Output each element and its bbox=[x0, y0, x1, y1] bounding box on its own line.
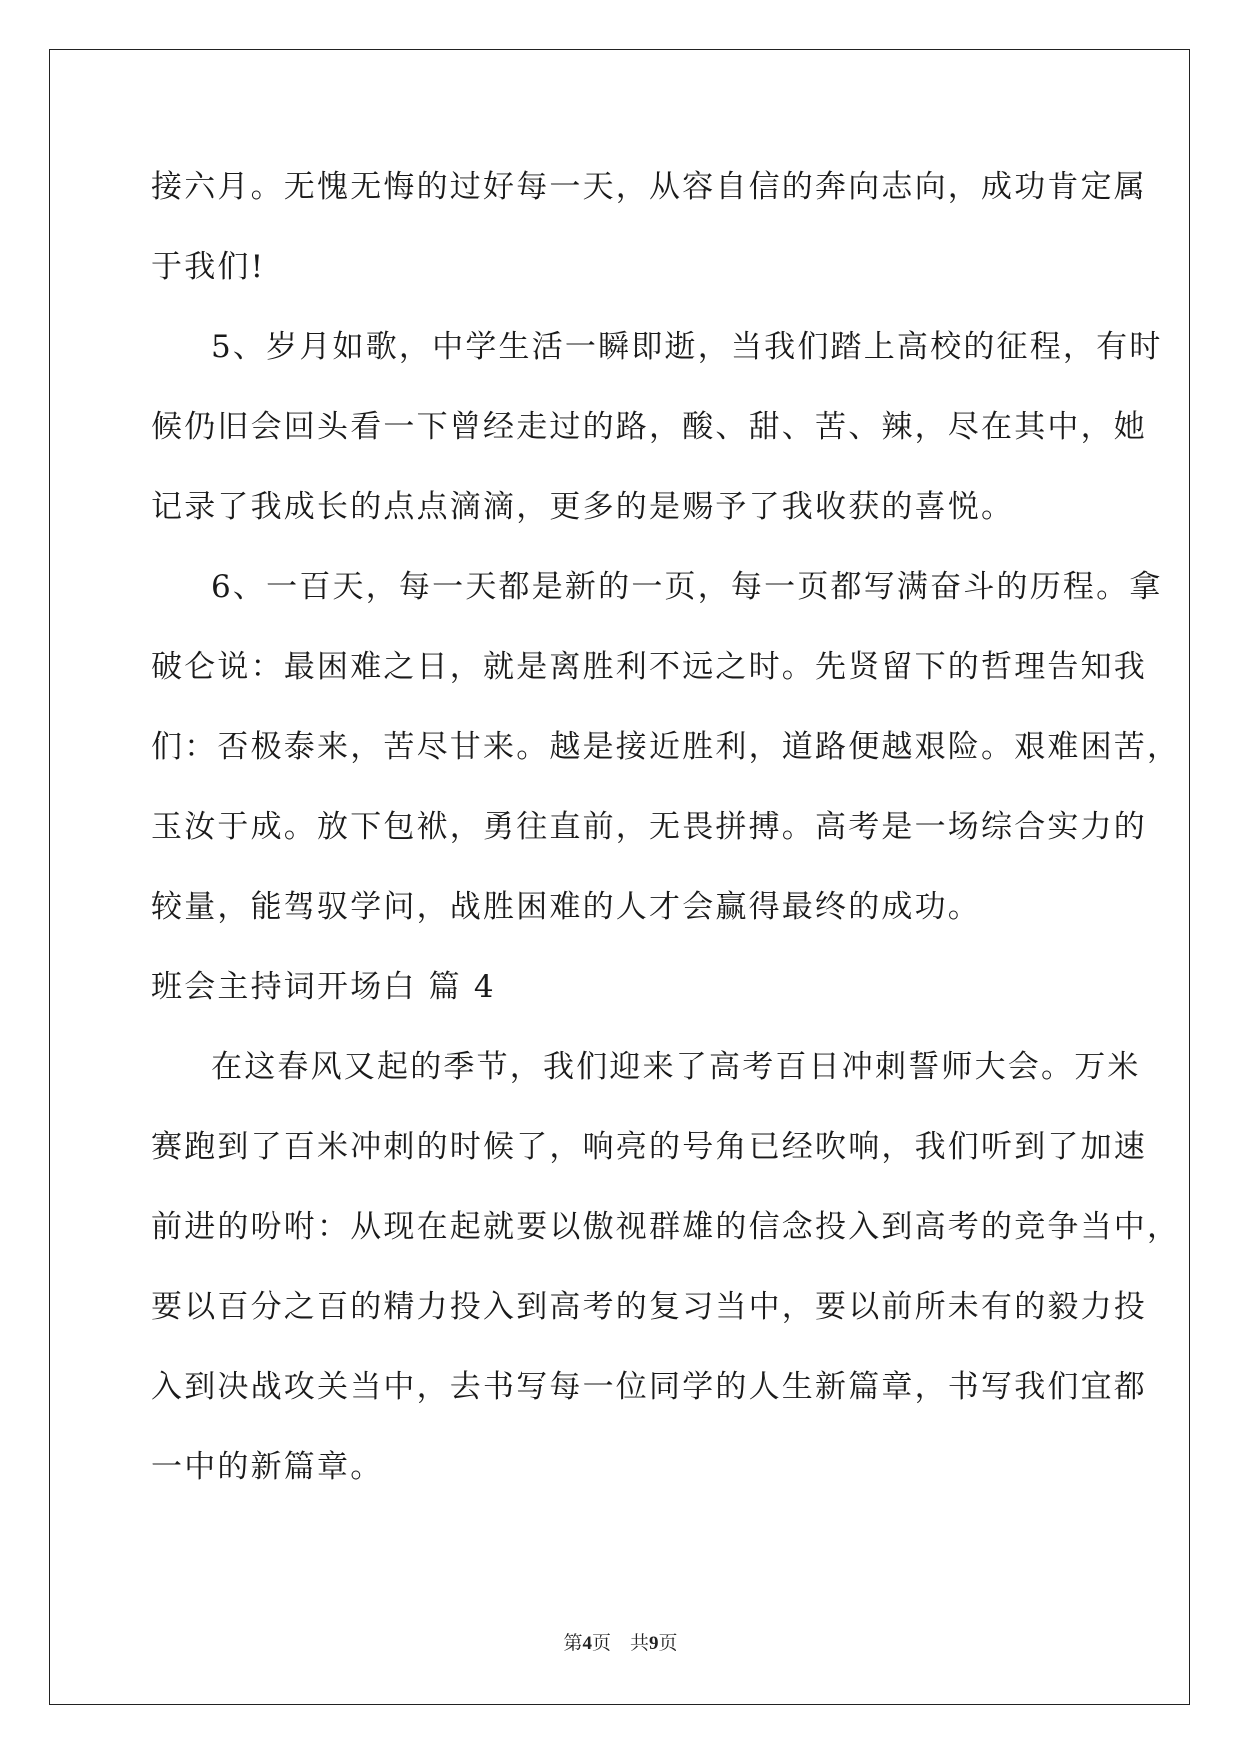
text-line: 们：否极泰来，苦尽甘来。越是接近胜利，道路便越艰险。艰难困苦， bbox=[151, 729, 1181, 765]
text-line: 一中的新篇章。 bbox=[151, 1449, 384, 1485]
text-line: 赛跑到了百米冲刺的时候了，响亮的号角已经吹响，我们听到了加速 bbox=[151, 1129, 1147, 1165]
text-line: 候仍旧会回头看一下曾经走过的路，酸、甜、苦、辣，尽在其中，她 bbox=[151, 409, 1147, 445]
section-heading: 班会主持词开场白 篇 4 bbox=[151, 969, 496, 1005]
text-line: 前进的吩咐：从现在起就要以傲视群雄的信念投入到高考的竞争当中， bbox=[151, 1209, 1181, 1245]
page-number: 4 bbox=[582, 1633, 592, 1654]
footer-suffix: 页 bbox=[658, 1633, 678, 1654]
text-line: 入到决战攻关当中，去书写每一位同学的人生新篇章，书写我们宜都 bbox=[151, 1369, 1147, 1405]
text-line: 在这春风又起的季节，我们迎来了高考百日冲刺誓师大会。万米 bbox=[211, 1049, 1141, 1085]
footer-prefix: 第 bbox=[563, 1633, 583, 1654]
text-line: 要以百分之百的精力投入到高考的复习当中，要以前所未有的毅力投 bbox=[151, 1289, 1147, 1325]
text-line: 破仑说：最困难之日，就是离胜利不远之时。先贤留下的哲理告知我 bbox=[151, 649, 1147, 685]
text-line: 6、一百天，每一天都是新的一页，每一页都写满奋斗的历程。拿 bbox=[211, 569, 1163, 605]
text-line: 记录了我成长的点点滴滴，更多的是赐予了我收获的喜悦。 bbox=[151, 489, 1015, 525]
text-line: 较量，能驾驭学问，战胜困难的人才会赢得最终的成功。 bbox=[151, 889, 981, 925]
footer-mid: 页 共 bbox=[591, 1633, 649, 1654]
text-line: 5、岁月如歌，中学生活一瞬即逝，当我们踏上高校的征程，有时 bbox=[211, 329, 1163, 365]
total-pages: 9 bbox=[649, 1633, 659, 1654]
page-footer bbox=[0, 1628, 1241, 1655]
text-line: 于我们! bbox=[151, 249, 266, 285]
text-line: 接六月。无愧无悔的过好每一天，从容自信的奔向志向，成功肯定属 bbox=[151, 169, 1147, 205]
text-line: 玉汝于成。放下包袱，勇往直前，无畏拼搏。高考是一场综合实力的 bbox=[151, 809, 1147, 845]
